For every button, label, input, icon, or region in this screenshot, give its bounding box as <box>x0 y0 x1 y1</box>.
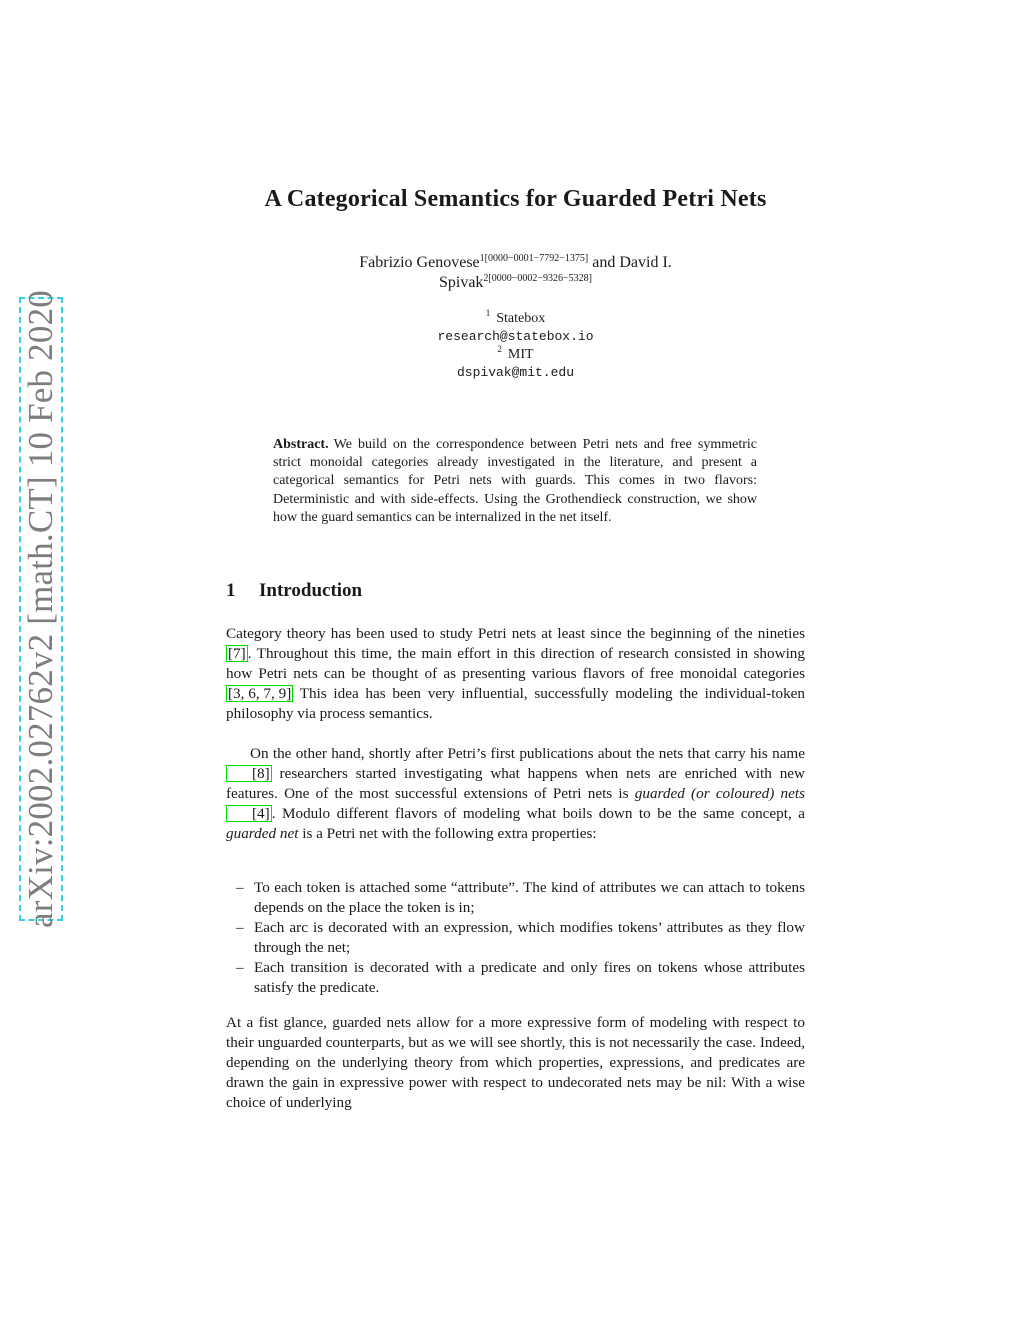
list-item-text: Each arc is decorated with an expression, which modifies tokens’ attributes as they flow through the net; <box>254 919 805 956</box>
affiliations <box>226 310 805 382</box>
list-dash: – <box>236 919 244 936</box>
authors <box>226 253 805 293</box>
author-1-orcid: 1[0000−0001−7792−1375] <box>479 253 589 264</box>
citation-link[interactable]: [8] <box>226 765 272 782</box>
abstract-label: Abstract. <box>273 437 329 452</box>
section-number: 1 <box>226 580 236 601</box>
properties-list <box>226 878 805 998</box>
author-2-name: Spivak <box>438 274 484 291</box>
authors-and: and David I. <box>592 254 672 271</box>
emphasis-guarded-net: guarded net <box>226 825 299 842</box>
affiliation-1-email: research@statebox.io <box>437 329 594 344</box>
affiliation-1-name: Statebox <box>496 311 546 326</box>
list-item-text: Each transition is decorated with a predicate and only fires on tokens whose attributes satisfy the predicate. <box>254 959 805 996</box>
arxiv-stamp-text: arXiv:2002.02762v2 [math.CT] 10 Feb 2020 <box>21 290 60 928</box>
abstract-text: We build on the correspondence between Petri nets and free symmetric strict monoidal categories already investigated in the literature, and present a categorical semantics for Petri nets with guards. This comes in two flavors: Deterministic and with side-effects. Using the Grothendieck construction, we show how the guard semantics can be internalized in the net itself. <box>273 437 757 525</box>
abstract <box>273 436 757 527</box>
citation-link[interactable]: [3, 6, 7, 9] <box>228 685 292 702</box>
section-title: Introduction <box>259 580 363 601</box>
paragraph-2-text-a: On the other hand, shortly after Petri’s first publications about the nets that carry his name <box>250 745 805 762</box>
author-1-name: Fabrizio Genovese <box>359 254 480 271</box>
authors-line-2 <box>226 273 805 293</box>
paragraph-3: At a fist glance, guarded nets allow for a more expressive form of modeling with respect to their unguarded counterparts, but as we will see shortly, this is not necessarily the case. Indeed, depending on the underlying theory from which properties, expressions, and predicates are drawn the gain in expressive power with respect to undecorated nets may be nil: With a wise choice of underlying <box>226 1014 805 1111</box>
paragraph-1-text-a: Category theory has been used to study Petri nets at least since the beginning of the nineties <box>226 625 805 642</box>
section-heading <box>226 580 362 602</box>
paragraph-2 <box>226 744 805 844</box>
authors-line-1 <box>226 253 805 273</box>
list-item <box>226 878 805 918</box>
paragraph-2-text-d: . Modulo different flavors of modeling what boils down to be the same concept, a <box>271 805 805 822</box>
paragraph-2-text-b: researchers started investigating what happens when nets are enriched with new features. One of the most successful extensions of Petri nets is <box>226 765 805 802</box>
affiliation-2-email: dspivak@mit.edu <box>456 365 575 380</box>
arxiv-stamp <box>19 290 63 928</box>
citation-link[interactable]: [4] <box>226 805 272 822</box>
list-dash: – <box>236 959 244 976</box>
paragraph-2-text-e: is a Petri net with the following extra properties: <box>298 825 597 842</box>
affiliation-2-name: MIT <box>507 347 534 362</box>
paragraph-1-text-b: . Throughout this time, the main effort in this direction of research consisted in showing how Petri nets can be thought of as presenting various flavors of free monoidal categories <box>226 645 805 682</box>
paper-title: A Categorical Semantics for Guarded Petri Nets <box>264 186 767 212</box>
citation-link[interactable]: [7] <box>228 645 246 662</box>
paragraph-1 <box>226 624 805 724</box>
affiliation-2-number: 2 <box>497 344 502 354</box>
paragraph-1-text-c: This idea has been very influential, successfully modeling the individual-token philosophy via process semantics. <box>226 685 805 722</box>
affiliation-1 <box>226 310 805 328</box>
list-dash: – <box>236 879 244 896</box>
list-item-text: To each token is attached some “attribute”. The kind of attributes we can attach to tokens depends on the place the token is in; <box>254 879 805 916</box>
emphasis-guarded-nets: guarded (or coloured) nets <box>634 785 805 802</box>
affiliation-1-number: 1 <box>485 308 491 318</box>
author-2-orcid: 2[0000−0002−9326−5328] <box>483 273 593 284</box>
list-item <box>226 918 805 958</box>
list-item <box>226 958 805 998</box>
affiliation-2 <box>226 346 805 364</box>
